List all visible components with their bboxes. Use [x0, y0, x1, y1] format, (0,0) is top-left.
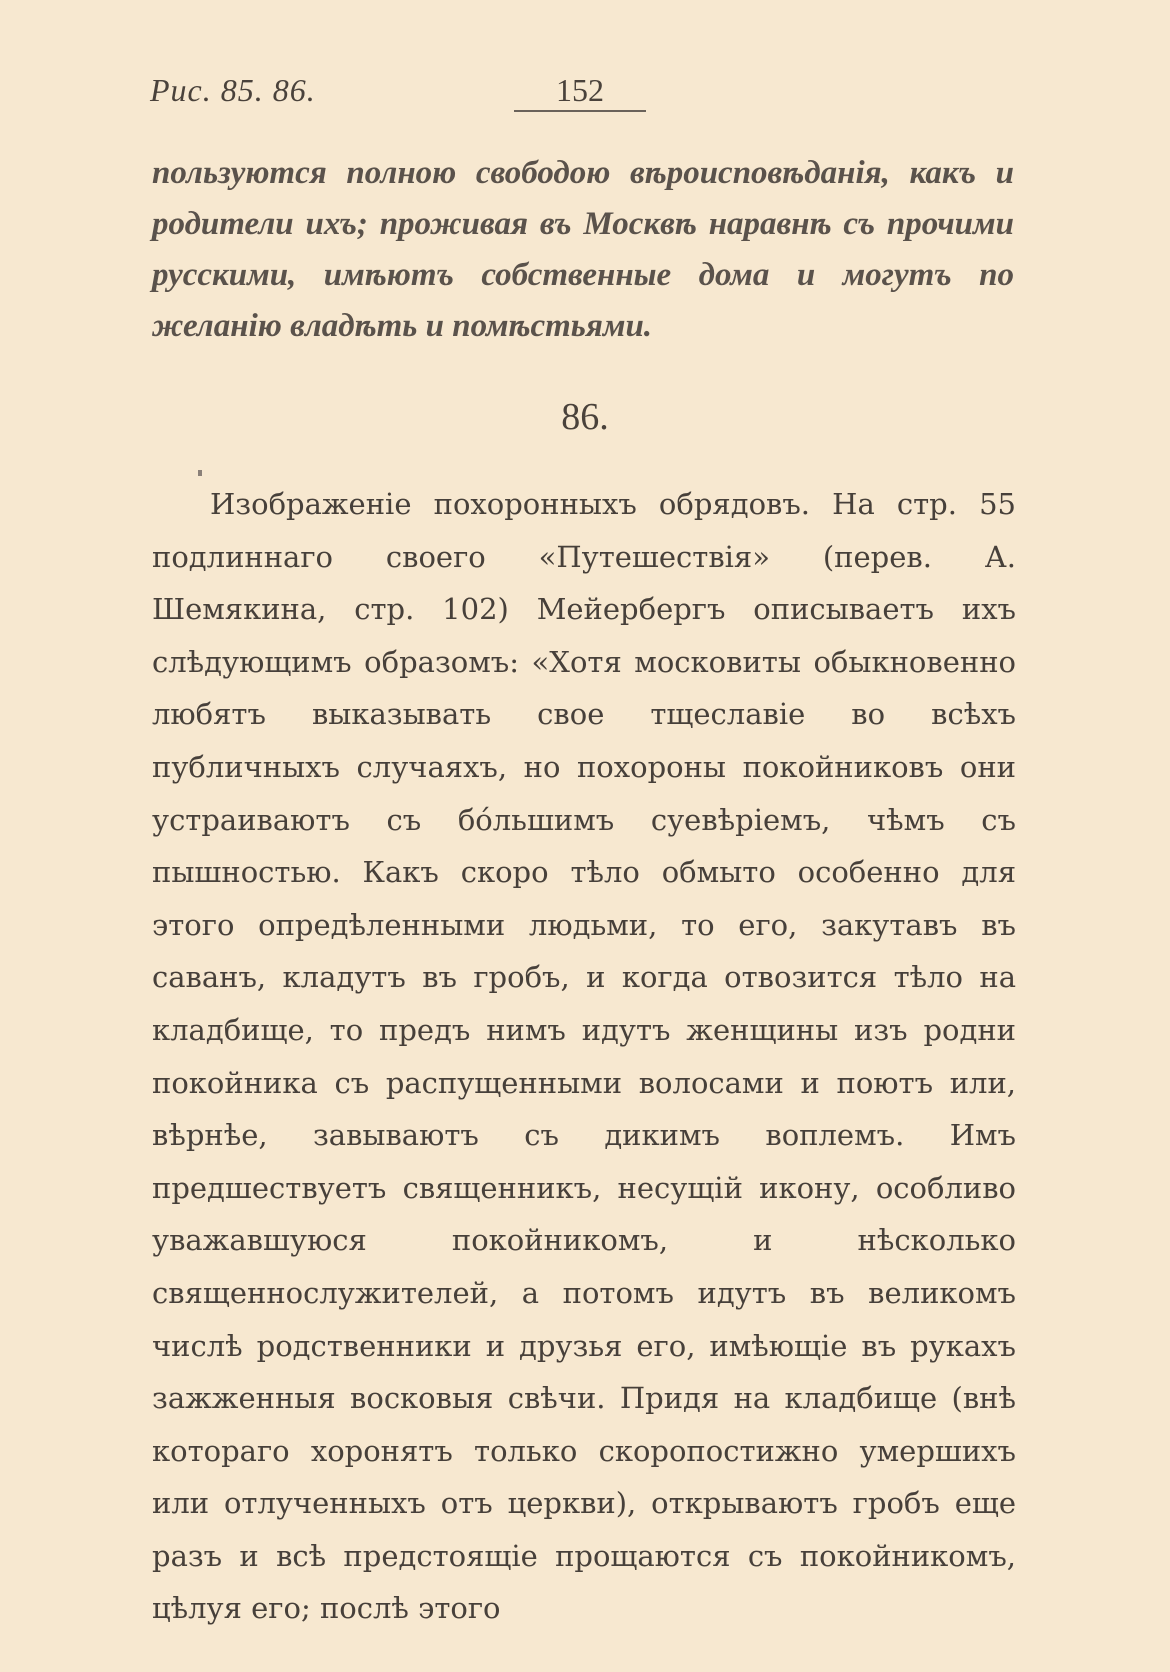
print-mark [198, 470, 202, 476]
continuation-paragraph: пользуются полною свободою вѣроисповѣданія, какъ и родители ихъ; проживая въ Москвѣ наравнѣ съ прочими русскими, имѣютъ собственные дома и могутъ по желанію владѣть и помѣстьями. [152, 155, 1014, 344]
section-number: 86. [561, 396, 609, 438]
page-header [150, 62, 1020, 112]
section-body-text: Изображеніе похоронныхъ обрядовъ. На стр. 55 подлиннаго своего «Путешествія» (перев. А. Шемякина, стр. 102) Мейербергъ описываетъ ихъ слѣдующимъ образомъ: «Хотя московиты обыкновенно любятъ выказывать свое тщеславіе во всѣхъ публичныхъ случаяхъ, но похороны покойниковъ они устраиваютъ съ бо́льшимъ суевѣріемъ, чѣмъ съ пышностью. Какъ скоро тѣло обмыто особенно для этого опредѣленными людьми, то его, закутавъ въ саванъ, кладутъ въ гробъ, и когда отвозится тѣло на кладбище, то предъ нимъ идутъ женщины изъ родни покойника съ распущенными волосами и поютъ или, вѣрнѣе, завываютъ съ дикимъ воплемъ. Имъ предшествуетъ священникъ, несущій икону, особливо уважавшуюся покойникомъ, и нѣсколько священнослужителей, а потомъ идутъ въ великомъ числѣ родственники и друзья его, имѣющіе въ рукахъ зажженныя восковыя свѣчи. Придя на кладбище (внѣ котораго хоронятъ только скоропостижно умершихъ или отлученныхъ отъ церкви), открываютъ гробъ еще разъ и всѣ предстоящіе прощаются съ покойникомъ, цѣлуя его; послѣ этого [152, 487, 1016, 1626]
page-number: 152 [556, 72, 604, 108]
figure-reference: Рис. 85. 86. [150, 72, 316, 108]
page-number-underline [514, 110, 646, 112]
